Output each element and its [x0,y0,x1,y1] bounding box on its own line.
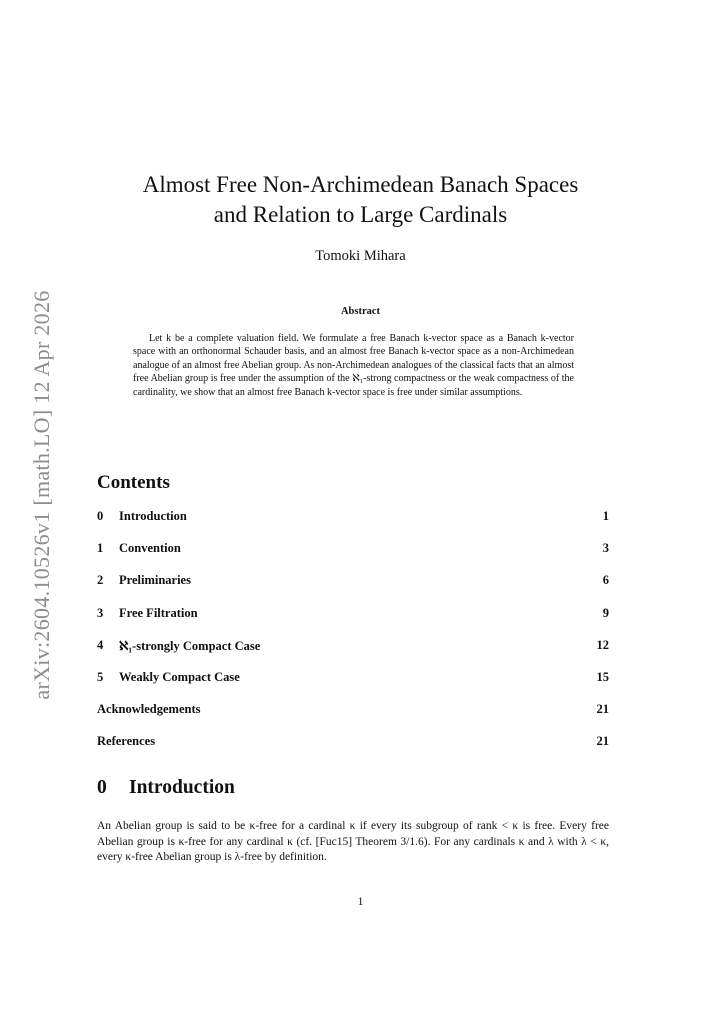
paper-title-line-1: Almost Free Non-Archimedean Banach Spaces [142,172,579,197]
toc-entry-page: 1 [602,509,609,523]
toc-entry-page: 6 [602,573,609,588]
toc-entry-number: 1 [97,541,104,556]
toc-entry-title: Introduction [119,509,187,523]
toc-entry-title: Convention [119,541,181,556]
toc-entry-references[interactable] [97,734,609,766]
section-heading-introduction [97,777,235,799]
paper-title [0,170,721,230]
toc-entry-weakly-compact-case[interactable] [97,670,609,702]
introduction-body [97,819,609,866]
abstract-heading: Abstract [340,306,381,317]
toc-entry-page: 15 [596,669,609,684]
toc-entry-title: Preliminaries [119,573,191,588]
toc-entry-number: 4 [97,637,104,652]
toc-entry-preliminaries[interactable] [97,573,609,605]
introduction-paragraph: An Abelian group is said to be κ-free for a cardinal κ if every its subgroup of rank < κ is free. Every free Abelian group is κ-free for any cardinal κ (cf. [Fuc15] Theorem 3/1.6). For any cardinals κ and λ with λ < κ, every κ-free Abelian group is λ-free by definition. [97,820,609,864]
toc-entry-introduction[interactable] [97,509,609,541]
toc-entry-page: 21 [596,734,609,749]
toc-entry-title: Free Filtration [119,605,198,620]
toc-entry-strongly-compact-case[interactable] [97,638,609,670]
toc-entry-title: Weakly Compact Case [119,669,240,684]
toc-entry-convention[interactable] [97,541,609,573]
toc-entry-page: 21 [596,702,609,717]
toc-entry-number: 0 [97,509,104,523]
page-number: 1 [357,896,364,908]
abstract-body [133,332,574,399]
toc-entry-title: References [97,734,156,749]
abstract-paragraph: Let k be a complete valuation field. We formulate a free Banach k-vector space as a Banach k-vector space with an orthonormal Schauder basis, and an almost free Banach k-vector space as a non-Archimedean analogue of an almost free Abelian group. As non-Archimedean analogues of the classical facts that an almost free Abelian group is free under the assumption of the ℵ₁-strong compactness or the weak compactness of the cardinality, we show that an almost free Banach k-vector space is free under similar assumptions. [133,333,574,398]
toc-entry-page: 3 [602,541,609,556]
paper-title-line-2: and Relation to Large Cardinals [213,202,508,227]
toc-entry-page: 12 [596,637,609,652]
toc-entry-page: 9 [602,605,609,620]
contents-heading: Contents [97,472,170,493]
section-title: Introduction [129,777,235,798]
table-of-contents [97,509,609,767]
toc-entry-title: Acknowledgements [97,702,201,717]
toc-entry-number: 5 [97,669,104,684]
toc-entry-number: 3 [97,605,104,620]
section-number: 0 [97,777,107,798]
toc-entry-acknowledgements[interactable] [97,702,609,734]
arxiv-identifier-stamp: arXiv:2604.10526v1 [math.LO] 12 Apr 2026 [29,290,54,700]
author-name: Tomoki Mihara [315,248,406,264]
toc-entry-title: ℵ₁-strongly Compact Case [119,638,261,653]
toc-entry-number: 2 [97,573,104,588]
toc-entry-free-filtration[interactable] [97,606,609,638]
